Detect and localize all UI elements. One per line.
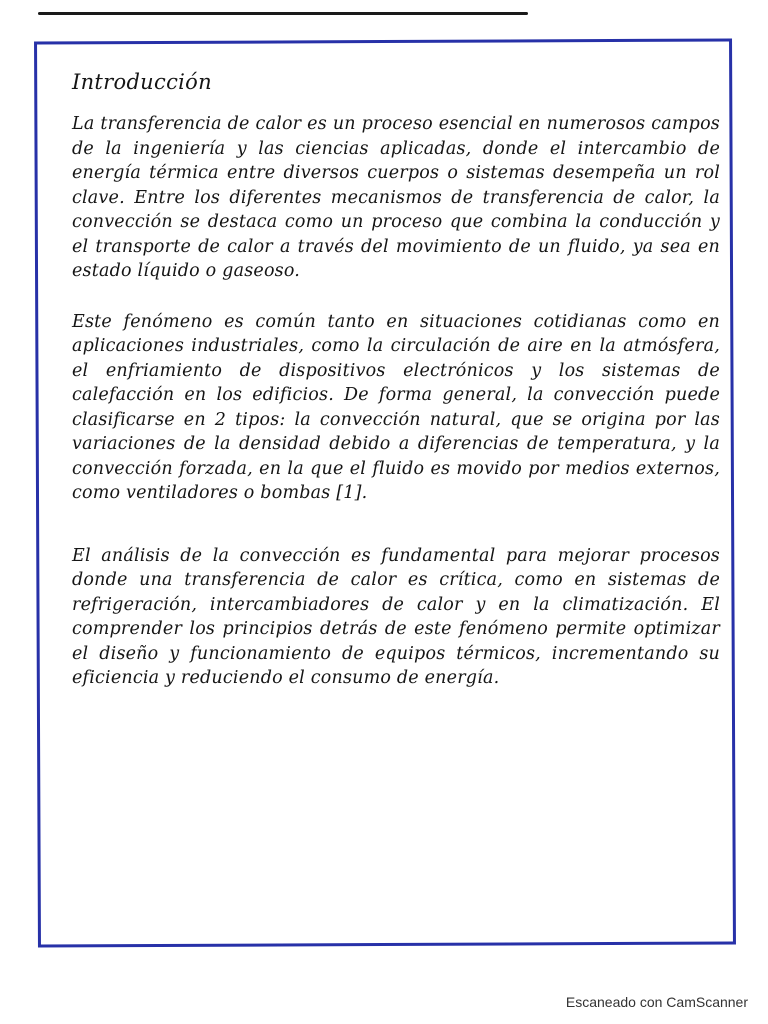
paragraph-1: La transferencia de calor es un proceso esencial en numerosos campos de la ingeniería y las ciencias aplicadas, donde el intercambio de energía térmica entre diversos cuerpos o sistemas desempeña un rol clave. Entre los diferentes mecanismos de transferencia de calor, la convección se destaca como un proceso que combina la conducción y el transporte de calor a través del movimiento de un fluido, ya sea en estado líquido o gaseoso. [72,114,720,281]
scanner-watermark: Escaneado con CamScanner [565,994,748,1010]
page-title: Introducción [72,70,212,94]
page-content [72,70,720,691]
paragraph-2: Este fenómeno es común tanto en situaciones cotidianas como en aplicaciones industriales, como la circulación de aire en la atmósfera, el enfriamiento de dispositivos electrónicos y los sistemas de calefacción en los edificios. De forma general, la convección puede clasificarse en 2 tipos: la convección natural, que se origina por las variaciones de la densidad debido a diferencias de temperatura, y la convección forzada, en la que el fluido es movido por medios externos, como ventiladores o bombas [1]. [72,311,720,503]
top-rule [38,12,528,15]
paragraph-3: El análisis de la convección es fundamental para mejorar procesos donde una transferencia de calor es crítica, como en sistemas de refrigeración, intercambiadores de calor y en la climatización. El comprender los principios detrás de este fenómeno permite optimizar el diseño y funcionamiento de equipos térmicos, incrementando su eficiencia y reduciendo el consumo de energía. [72,545,720,688]
